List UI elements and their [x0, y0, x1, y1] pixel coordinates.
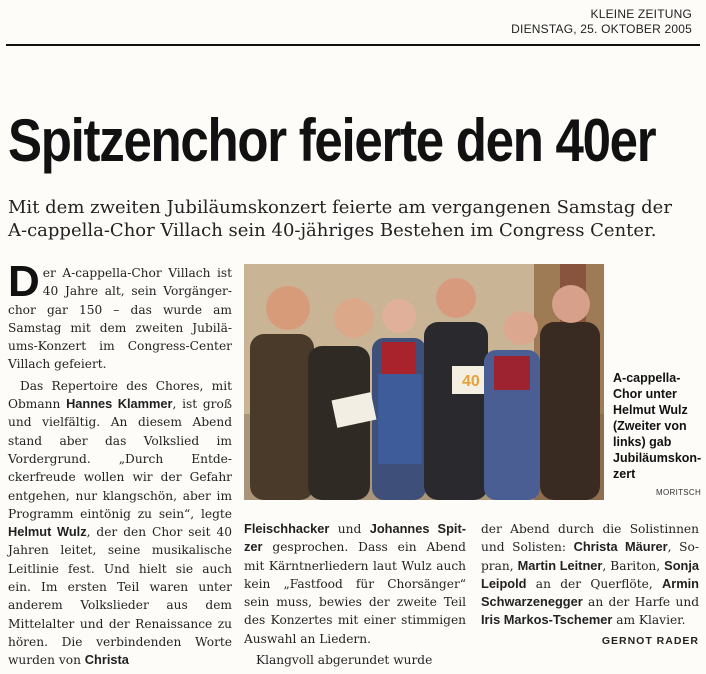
- subhead-line: A-cappella-Chor Villach sein 40-jähriges Bestehen im Congress Center.: [8, 220, 657, 241]
- person-name: Helmut Wulz: [8, 524, 87, 540]
- person-name: Johannes Spitzer: [244, 521, 466, 555]
- person-name: Hannes Klammer: [66, 396, 173, 412]
- paragraph: Das Repertoire des Chores, mit Obmann Hannes Klammer, ist groß und vielfältig. An diesem Abend stand aber das Volkslied im Vordergrund. „Durch Entdeckerfreude wollen wir der Gefahr entgehen, nur klangschön, aber im Programm eintönig zu sein“, legte Helmut Wulz, der den Chor seit 40 Jahren leitet, seine musikalische Leitlinie fest. Und hielt sie auch ein. Im ersten Teil waren unter anderem Volkslieder aus dem Mittelalter und der Renaissance zu hören. Die verbindenden Worte wurden von Christa: [8, 378, 232, 668]
- masthead: [511, 7, 692, 37]
- masthead-rule: [6, 44, 700, 46]
- photo-credit: MORITSCH: [656, 488, 702, 497]
- issue-date: DIENSTAG, 25. OKTOBER 2005: [511, 22, 692, 36]
- paragraph: der Abend durch die Solistinnen und Solisten: Christa Mäurer, Sopran, Martin Leitner, Bariton, Sonja Leipold an der Querflöte, Armin Schwarzenegger an der Harfe und Iris Markos-Tschemer am Klavier.: [481, 522, 699, 628]
- article-column-2: [244, 520, 466, 669]
- paragraph: Fleischhacker und Johannes Spitzer gesprochen. Dass ein Abend mit Kärntnerliedern laut Wulz auch kein „Fastfood für Chorsänger“ sein muss, bewies der zweite Teil des Konzertes mit einer stimmigen Auswahl an Liedern.: [244, 521, 466, 646]
- subheadline: [8, 196, 698, 242]
- column-text: [481, 520, 699, 630]
- choir-photo-illustration: [244, 264, 604, 500]
- sign-number: 40: [462, 373, 480, 390]
- article-column-1: [8, 257, 232, 670]
- column-text: [8, 257, 232, 670]
- person-name: Christa Mäurer: [573, 539, 668, 555]
- person-name: Armin Schwarzenegger: [481, 575, 699, 610]
- person-name: Sonja Leipold: [481, 557, 699, 591]
- person-name: Fleischhacker: [244, 521, 330, 536]
- column-text: [244, 520, 466, 669]
- author-byline: GERNOT RADER: [601, 634, 699, 647]
- paper-name: KLEINE ZEITUNG: [590, 7, 692, 21]
- choir-photo: [244, 264, 604, 500]
- drop-cap: D: [8, 257, 40, 306]
- headline: Spitzenchor feierte den 40er: [8, 107, 656, 174]
- photo-caption: A-cappella-Chor unter Helmut Wulz (Zweiter von links) gab Jubiläumskonzert: [613, 371, 702, 481]
- article-column-3: [481, 520, 699, 650]
- paragraph: Klangvoll abgerundet wurde: [256, 653, 433, 668]
- person-name: Iris Markos-Tschemer: [481, 612, 613, 628]
- person-name: Christa: [84, 652, 129, 668]
- subhead-line: Mit dem zweiten Jubiläumskonzert feierte am vergangenen Samstag der: [8, 197, 672, 218]
- paragraph: er A-cappella-Chor Villach ist 40 Jahre alt, sein Vorgängerchor gar 150 – das wurde am Samstag mit dem zweiten Jubiläums-Konzert im Congress-Center Villach gefeiert.: [8, 266, 232, 372]
- person-name: Martin Leitner: [517, 557, 603, 573]
